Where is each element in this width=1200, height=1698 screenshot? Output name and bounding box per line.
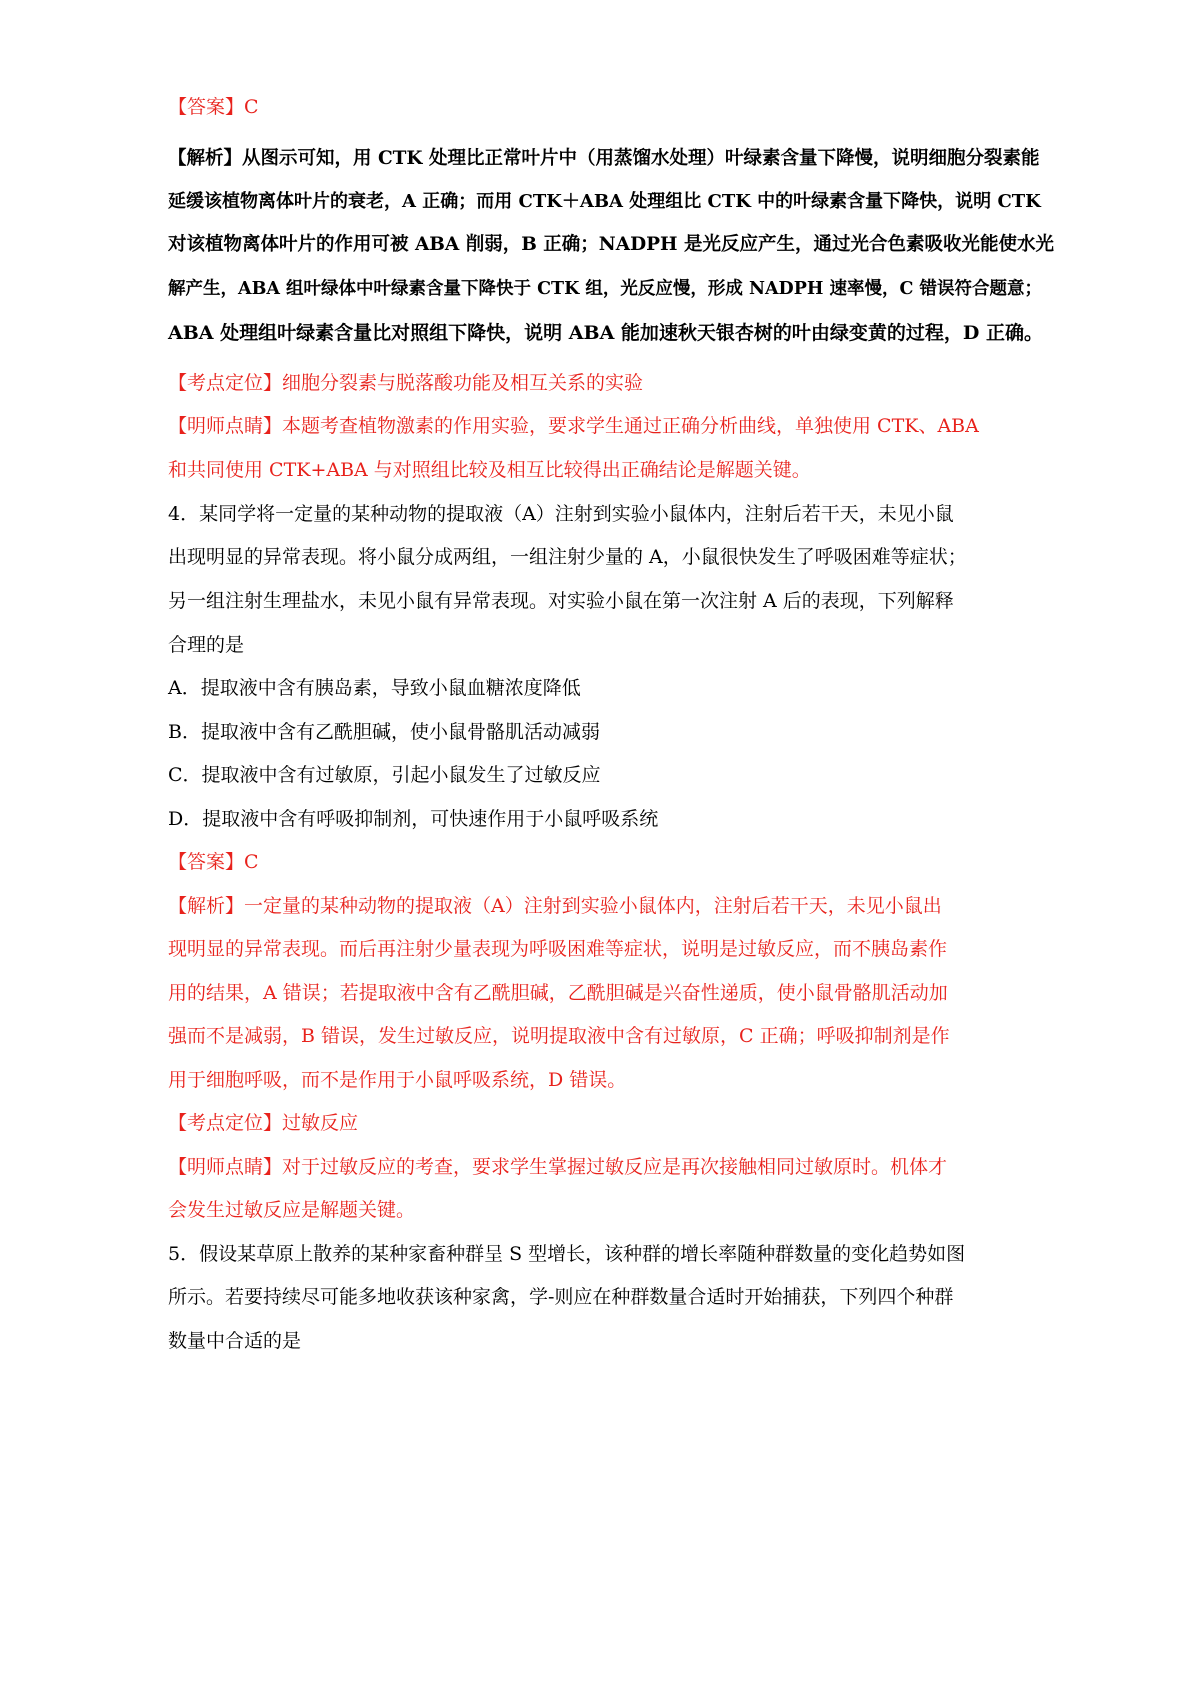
q4-mingshi-line: 【明师点睛】对于过敏反应的考查，要求学生掌握过敏反应是再次接触相同过敏原时。机体才	[168, 1156, 948, 1178]
q3-mingshi-line: 【明师点睛】本题考查植物激素的作用实验，要求学生通过正确分析曲线，单独使用 CTK、ABA	[168, 415, 979, 437]
q5-stem-line: 5．假设某草原上散养的某种家畜种群呈 S 型增长，该种群的增长率随种群数量的变化趋势如图	[168, 1243, 966, 1265]
q4-kaodian: 【考点定位】过敏反应	[168, 1112, 359, 1134]
q3-analysis-line: 延缓该植物离体叶片的衰老，A 正确；而用 CTK＋ABA 处理组比 CTK 中的叶绿素含量下降快，说明 CTK	[168, 191, 1041, 212]
q4-option-a: A．提取液中含有胰岛素，导致小鼠血糖浓度降低	[168, 677, 581, 699]
q4-stem-line: 合理的是	[168, 634, 245, 656]
q4-stem-line: 出现明显的异常表现。将小鼠分成两组，一组注射少量的 A，小鼠很快发生了呼吸困难等症状；	[168, 546, 967, 568]
q4-analysis-line: 用于细胞呼吸，而不是作用于小鼠呼吸系统，D 错误。	[168, 1069, 627, 1091]
q5-stem-line: 数量中合适的是	[168, 1330, 302, 1352]
q3-analysis-line: 【解析】从图示可知，用 CTK 处理比正常叶片中（用蒸馏水处理）叶绿素含量下降慢，说明细胞分裂素能	[168, 148, 1040, 169]
q4-option-c: C．提取液中含有过敏原，引起小鼠发生了过敏反应	[168, 764, 601, 786]
q4-analysis-line: 【解析】一定量的某种动物的提取液（A）注射到实验小鼠体内，注射后若干天，未见小鼠出	[168, 895, 942, 917]
q3-analysis-line: ABA 处理组叶绿素含量比对照组下降快，说明 ABA 能加速秋天银杏树的叶由绿变黄的过程，D 正确。	[168, 322, 1044, 344]
q4-analysis-line: 现明显的异常表现。而后再注射少量表现为呼吸困难等症状，说明是过敏反应，而不胰岛素作	[168, 938, 948, 960]
q4-analysis-line: 强而不是减弱，B 错误，发生过敏反应，说明提取液中含有过敏原，C 正确；呼吸抑制剂是作	[168, 1025, 950, 1047]
q4-option-b: B．提取液中含有乙酰胆碱，使小鼠骨骼肌活动减弱	[168, 721, 600, 743]
q4-answer: 【答案】C	[168, 851, 259, 873]
q4-mingshi-line: 会发生过敏反应是解题关键。	[168, 1199, 416, 1221]
q3-mingshi-line: 和共同使用 CTK+ABA 与对照组比较及相互比较得出正确结论是解题关键。	[168, 459, 811, 481]
q4-stem-line: 另一组注射生理盐水，未见小鼠有异常表现。对实验小鼠在第一次注射 A 后的表现，下列解释	[168, 590, 954, 612]
q3-answer: 【答案】C	[168, 96, 259, 118]
q3-analysis-line: 解产生，ABA 组叶绿体中叶绿素含量下降快于 CTK 组，光反应慢，形成 NADPH 速率慢，C 错误符合题意；	[168, 279, 1043, 299]
q4-stem-line: 4．某同学将一定量的某种动物的提取液（A）注射到实验小鼠体内，注射后若干天，未见小鼠	[168, 503, 954, 525]
q4-option-d: D．提取液中含有呼吸抑制剂，可快速作用于小鼠呼吸系统	[168, 808, 659, 830]
q5-stem-line: 所示。若要持续尽可能多地收获该种家禽，学-则应在种群数量合适时开始捕获，下列四个种群	[168, 1286, 954, 1308]
q3-analysis-line: 对该植物离体叶片的作用可被 ABA 削弱，B 正确；NADPH 是光反应产生，通过光合色素吸收光能使水光	[168, 234, 1054, 255]
q4-analysis-line: 用的结果，A 错误；若提取液中含有乙酰胆碱，乙酰胆碱是兴奋性递质，使小鼠骨骼肌活动加	[168, 982, 948, 1004]
q3-kaodian: 【考点定位】细胞分裂素与脱落酸功能及相互关系的实验	[168, 372, 644, 394]
